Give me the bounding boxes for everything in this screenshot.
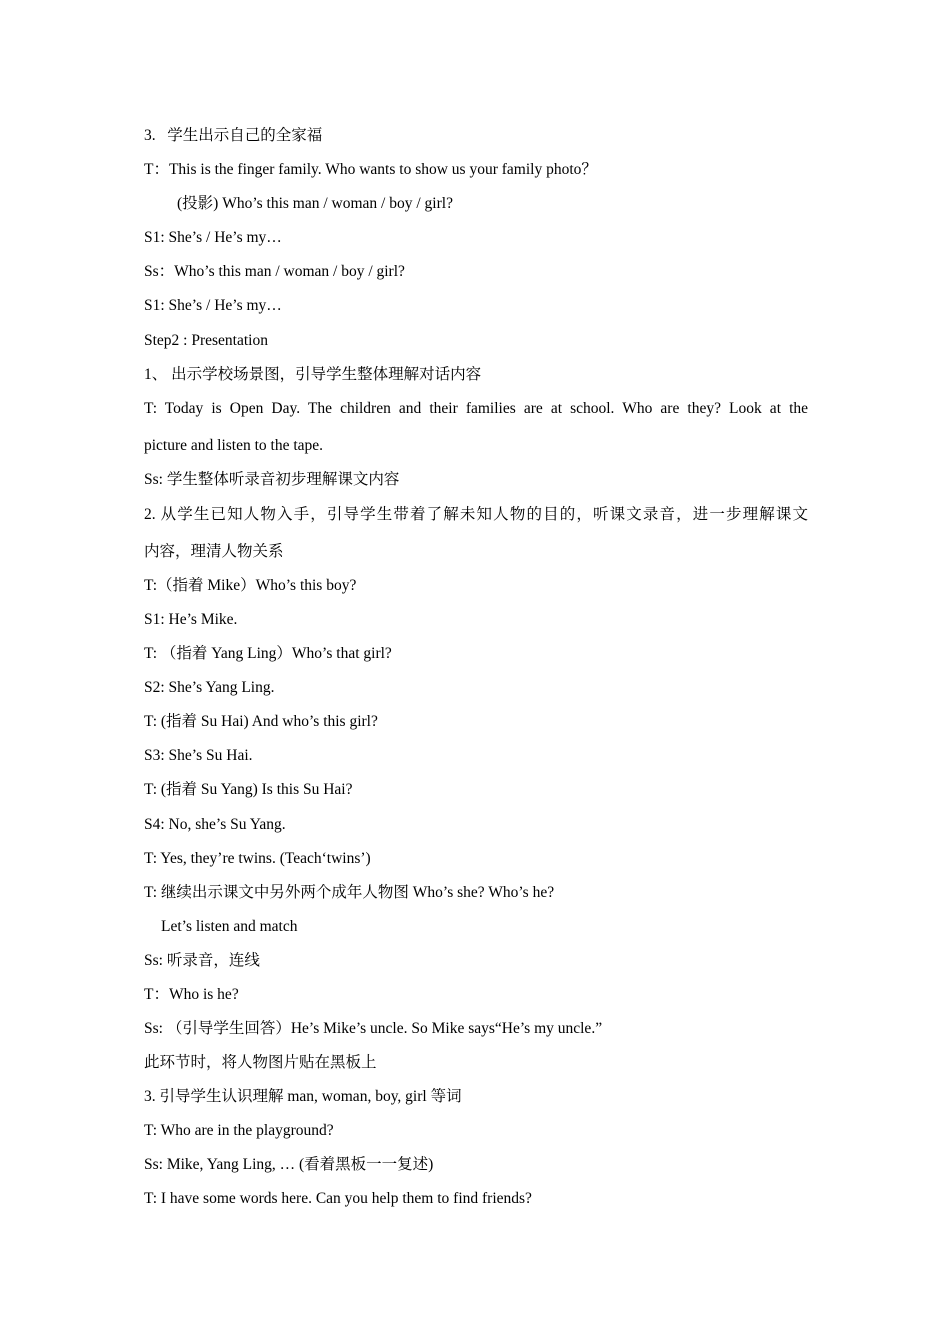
text-line: Ss: 学生整体听录音初步理解课文内容 — [144, 471, 400, 488]
text-line: picture and listen to the tape. — [144, 437, 324, 454]
text-line: 1、 出示学校场景图，引导学生整体理解对话内容 — [144, 366, 482, 383]
text-line: T: （指着 Yang Ling）Who’s that girl? — [144, 645, 392, 662]
text-line: 此环节时，将人物图片贴在黑板上 — [144, 1054, 377, 1071]
text-line: 2. 从学生已知人物入手，引导学生带着了解未知人物的目的，听课文录音，进一步理解课文 — [144, 506, 808, 523]
text-line: T: I have some words here. Can you help them to find friends? — [144, 1190, 532, 1207]
text-line: S2: She’s Yang Ling. — [144, 679, 275, 696]
text-line: S1: She’s / He’s my… — [144, 297, 282, 314]
text-line: (投影) Who’s this man / woman / boy / girl? — [177, 195, 453, 212]
text-line: T：This is the finger family. Who wants to show us your family photo？ — [144, 161, 597, 178]
text-line: Ss：Who’s this man / woman / boy / girl? — [144, 263, 405, 280]
text-line: T: Who are in the playground? — [144, 1122, 334, 1139]
text-line: Let’s listen and match — [161, 918, 298, 935]
text-line: S1: She’s / He’s my… — [144, 229, 282, 246]
text-line: S3: She’s Su Hai. — [144, 747, 253, 764]
text-line: S4: No, she’s Su Yang. — [144, 816, 286, 833]
text-line: T: (指着 Su Hai) And who’s this girl? — [144, 713, 378, 730]
text-line: Ss: （引导学生回答）He’s Mike’s uncle. So Mike says“He’s my uncle.” — [144, 1020, 603, 1037]
text-line: 3. 学生出示自己的全家福 — [144, 127, 323, 144]
text-line: T: (指着 Su Yang) Is this Su Hai? — [144, 781, 353, 798]
section-heading: Step2 : Presentation — [144, 332, 268, 349]
text-line: T: Today is Open Day. The children and their families are at school. Who are they? Look at the — [144, 400, 808, 417]
text-line: Ss: 听录音，连线 — [144, 952, 260, 969]
text-line: T：Who is he? — [144, 986, 239, 1003]
text-line: S1: He’s Mike. — [144, 611, 238, 628]
text-line: T: Yes, they’re twins. (Teach‘twins’) — [144, 850, 371, 867]
text-line: 内容，理清人物关系 — [144, 543, 284, 560]
text-line: T: 继续出示课文中另外两个成年人物图 Who’s she? Who’s he? — [144, 884, 555, 901]
text-line: Ss: Mike, Yang Ling, … (看着黑板一一复述) — [144, 1156, 434, 1173]
text-line: 3. 引导学生认识理解 man, woman, boy, girl 等词 — [144, 1088, 462, 1105]
text-line: T:（指着 Mike）Who’s this boy? — [144, 577, 357, 594]
